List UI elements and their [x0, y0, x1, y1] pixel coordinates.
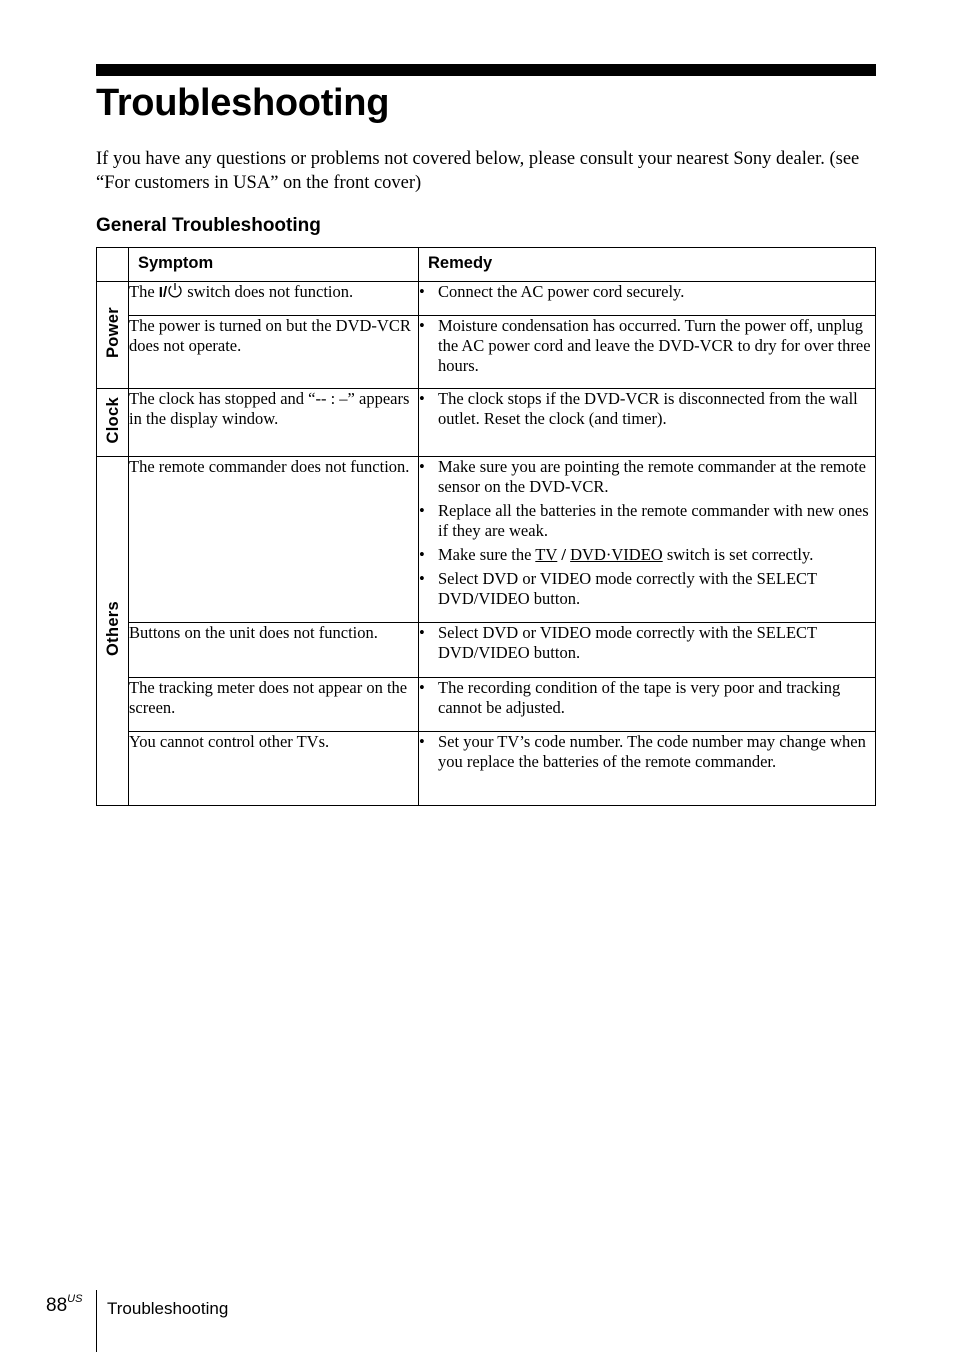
category-clock — [97, 389, 129, 457]
page-number-suffix: US — [67, 1293, 83, 1305]
table-row — [97, 732, 876, 806]
category-label: Clock — [103, 396, 122, 444]
category-label: Others — [103, 601, 122, 656]
symptom-cell: The tracking meter does not appear on the screen. — [129, 678, 419, 732]
symptom-cell: Buttons on the unit does not function. — [129, 623, 419, 678]
remedy-text: Make sure the — [438, 545, 536, 564]
power-switch-mark: I/ — [158, 284, 168, 301]
table-header-row — [97, 248, 876, 282]
symptom-cell: You cannot control other TVs. — [129, 732, 419, 806]
dvd-video-switch-label: DVD·VIDEO — [570, 545, 663, 564]
remedy-item: • Select DVD or VIDEO mode correctly with the SELECT DVD/VIDEO button. — [419, 623, 875, 663]
troubleshooting-table — [96, 247, 876, 806]
tv-switch-label: TV — [535, 545, 558, 564]
category-label: Power — [103, 306, 122, 359]
remedy-item: • Set your TV’s code number. The code number may change when you replace the batteries of the remote commander. — [419, 732, 875, 772]
remedy-cell — [419, 678, 876, 732]
remedy-cell — [419, 389, 876, 457]
remedy-item: • Select DVD or VIDEO mode correctly with the SELECT DVD/VIDEO button. — [419, 569, 875, 609]
remedy-item: • Replace all the batteries in the remote commander with new ones if they are weak. — [419, 501, 875, 541]
table-row — [97, 623, 876, 678]
header-blank — [97, 248, 129, 282]
category-power — [97, 282, 129, 389]
remedy-cell — [419, 282, 876, 316]
remedy-item — [419, 545, 875, 565]
remedy-item: • Make sure you are pointing the remote commander at the remote sensor on the DVD-VCR. — [419, 457, 875, 497]
slash: / — [557, 545, 571, 564]
table-row — [97, 282, 876, 316]
category-others — [97, 457, 129, 806]
symptom-cell: The clock has stopped and “-- : –” appears in the display window. — [129, 389, 419, 457]
section-heading: General Troubleshooting — [96, 215, 321, 236]
page-title: Troubleshooting — [96, 82, 390, 124]
remedy-cell — [419, 732, 876, 806]
title-rule — [96, 64, 876, 76]
page-number-value: 88 — [46, 1295, 68, 1316]
header-remedy: Remedy — [419, 248, 876, 282]
symptom-text: switch does not function. — [183, 282, 354, 301]
remedy-cell — [419, 457, 876, 623]
remedy-item: • The recording condition of the tape is very poor and tracking cannot be adjusted. — [419, 678, 875, 718]
remedy-item: • The clock stops if the DVD-VCR is disconnected from the wall outlet. Reset the clock (and timer). — [419, 389, 875, 429]
power-standby-icon — [167, 282, 183, 304]
remedy-cell — [419, 623, 876, 678]
remedy-text: switch is set correctly. — [662, 545, 814, 564]
footer-section-label: Troubleshooting — [107, 1299, 229, 1318]
symptom-text: The — [129, 282, 159, 301]
table-row — [97, 457, 876, 623]
remedy-item: • Connect the AC power cord securely. — [419, 282, 875, 302]
header-symptom: Symptom — [129, 248, 419, 282]
page-number — [46, 1294, 82, 1318]
remedy-item: • Moisture condensation has occurred. Turn the power off, unplug the AC power cord and leave the DVD-VCR to dry for over three hours. — [419, 316, 875, 376]
symptom-cell: The remote commander does not function. — [129, 457, 419, 623]
intro-paragraph: If you have any questions or problems not covered below, please consult your nearest Sony dealer. (see “For customers in USA” on the front cover) — [96, 149, 860, 193]
table-row — [97, 316, 876, 389]
symptom-cell — [129, 282, 419, 316]
table-row — [97, 389, 876, 457]
footer-divider — [96, 1290, 97, 1352]
table-row — [97, 678, 876, 732]
remedy-cell — [419, 316, 876, 389]
symptom-cell: The power is turned on but the DVD-VCR does not operate. — [129, 316, 419, 389]
